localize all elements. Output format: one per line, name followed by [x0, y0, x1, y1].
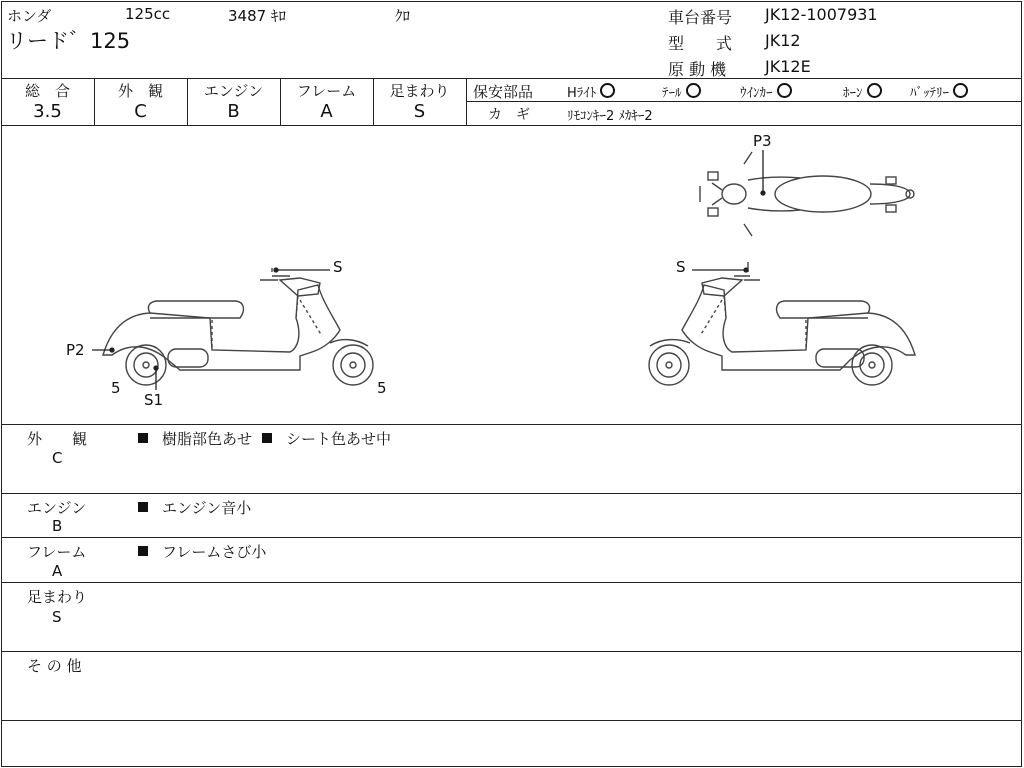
left-label-s: S [333, 258, 343, 276]
grade-exterior-value: C [134, 101, 147, 122]
grade-suspension-label: 足まわり [389, 82, 450, 100]
safety-battery [910, 82, 968, 101]
left-label-s1: S1 [144, 391, 164, 409]
ok-circle-icon [600, 83, 615, 98]
ok-circle-icon [686, 83, 701, 98]
bullet-square-icon [262, 433, 272, 443]
key-value: ﾘﾓｺﾝｷｰ2 ﾒｶｷｰ2 [567, 109, 653, 124]
safety-headlight [567, 82, 615, 101]
remark-exterior-label: 外 観 [27, 430, 88, 448]
scooter-left-view [103, 268, 373, 385]
grade-exterior-label: 外 観 [117, 82, 163, 100]
type-label: 型 式 [668, 34, 733, 53]
grade-engine-label: エンジン [203, 82, 264, 100]
safety-tail [662, 82, 701, 101]
ok-circle-icon [867, 83, 882, 98]
scooter-damage-diagram [0, 126, 1024, 424]
remark-engine-notes [138, 497, 251, 518]
type-value: JK12 [765, 31, 801, 50]
safety-horn [843, 82, 882, 101]
ok-circle-icon [777, 83, 792, 98]
left-label-5b: 5 [377, 379, 387, 397]
remark-frame-note1: フレームさび小 [162, 543, 267, 561]
scooter-top-view [700, 152, 914, 236]
right-label-s: S [676, 258, 686, 276]
remark-engine-grade: B [52, 517, 63, 535]
displacement: 125cc [125, 5, 171, 23]
grade-engine-value: B [227, 101, 240, 122]
engine-label: 原 動 機 [668, 60, 727, 79]
frame-no-label: 車台番号 [668, 8, 733, 27]
remark-frame-label: フレーム [27, 543, 87, 561]
safety-winker-label: ｳｲﾝｶｰ [740, 86, 773, 101]
top-label-p3: P3 [753, 132, 772, 150]
remark-engine-label: エンジン [27, 499, 87, 517]
mileage: 3487 ｷﾛ [228, 7, 286, 25]
left-label-5a: 5 [111, 379, 121, 397]
safety-headlight-label: Hﾗｲﾄ [567, 86, 597, 101]
frame-no: JK12-1007931 [765, 5, 878, 24]
bullet-square-icon [138, 546, 148, 556]
bullet-square-icon [138, 502, 148, 512]
safety-horn-label: ﾎｰﾝ [843, 86, 863, 101]
remark-frame-grade: A [52, 562, 63, 580]
engine-value: JK12E [765, 57, 811, 76]
safety-winker [740, 82, 792, 101]
safety-tail-label: ﾃｰﾙ [662, 86, 682, 101]
remark-exterior-note1: 樹脂部色あせ [162, 430, 253, 448]
grade-overall-label: 総 合 [24, 82, 70, 100]
ok-circle-icon [953, 83, 968, 98]
remark-engine-note1: エンジン音小 [162, 499, 252, 517]
scooter-right-view [649, 262, 915, 385]
remark-exterior-grade: C [52, 449, 63, 467]
left-label-p2: P2 [66, 341, 85, 359]
model-name: リード゛125 [6, 29, 131, 53]
remark-suspension-label: 足まわり [27, 588, 88, 606]
bullet-square-icon [138, 433, 148, 443]
maker: ホンダ [7, 7, 52, 25]
safety-label: 保安部品 [473, 83, 534, 101]
remark-exterior-notes [138, 428, 391, 449]
remark-other-label: そ の 他 [27, 657, 82, 675]
grade-overall-value: 3.5 [33, 101, 62, 122]
grade-frame-value: A [320, 101, 333, 122]
safety-battery-label: ﾊﾞｯﾃﾘｰ [910, 86, 949, 101]
grade-suspension-value: S [413, 101, 426, 122]
grade-frame-label: フレーム [296, 82, 357, 100]
remark-frame-notes [138, 541, 266, 562]
remark-suspension-grade: S [52, 608, 62, 626]
color: ｸﾛ [395, 7, 411, 25]
key-label: カ ギ [488, 107, 530, 123]
remark-exterior-note2: シート色あせ中 [286, 430, 392, 448]
